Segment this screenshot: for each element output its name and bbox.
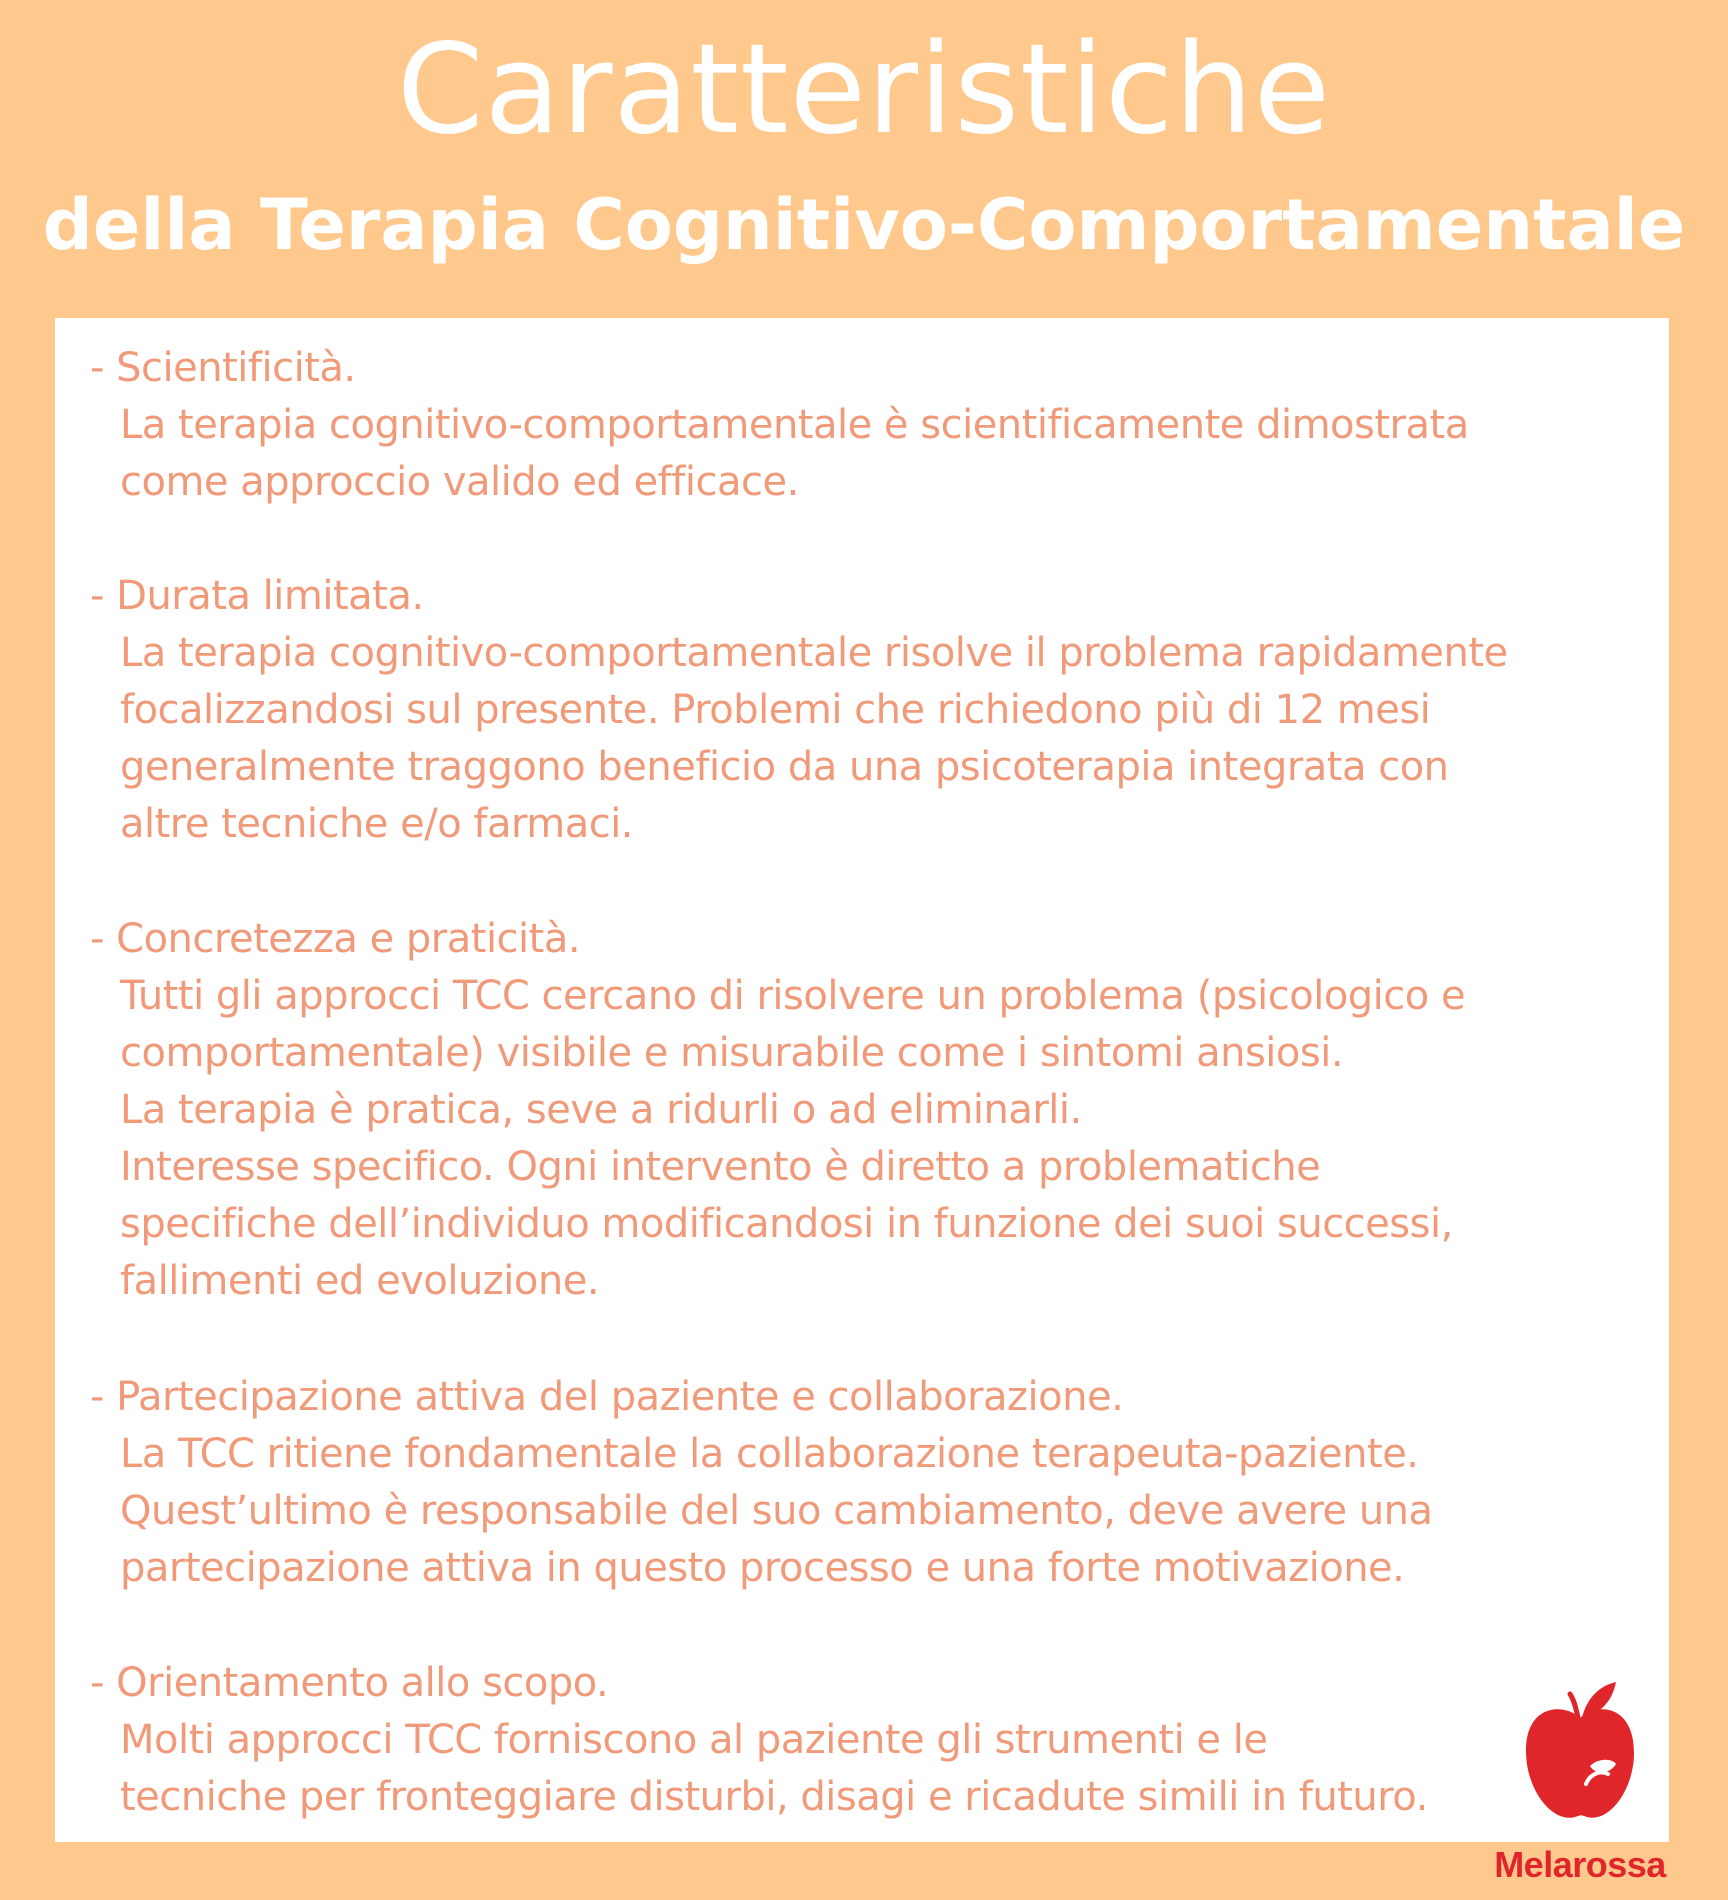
section-concretezza: [90, 911, 1630, 1310]
section-line: Molti approcci TCC forniscono al paziente gli strumenti e le: [120, 1717, 1268, 1763]
section-partecipazione: [90, 1369, 1630, 1597]
section-line: La terapia cognitivo-comportamentale risolve il problema rapidamente: [120, 630, 1508, 676]
section-heading: - Concretezza e praticità.: [90, 916, 581, 962]
section-line: fallimenti ed evoluzione.: [120, 1258, 600, 1304]
page-subtitle: della Terapia Cognitivo-Comportamentale: [42, 184, 1686, 266]
section-line: focalizzandosi sul presente. Problemi che richiedono più di 12 mesi: [120, 687, 1431, 733]
section-line: La TCC ritiene fondamentale la collaborazione terapeuta-paziente.: [120, 1431, 1419, 1477]
section-scientificita: [90, 340, 1630, 511]
section-heading: - Durata limitata.: [90, 573, 424, 619]
section-heading: - Scientificità.: [90, 345, 356, 391]
section-line: generalmente traggono beneficio da una psicoterapia integrata con: [120, 744, 1449, 790]
section-line: altre tecniche e/o farmaci.: [120, 801, 634, 847]
section-heading: - Partecipazione attiva del paziente e collaborazione.: [90, 1374, 1124, 1420]
section-line: tecniche per fronteggiare disturbi, disagi e ricadute simili in futuro.: [120, 1774, 1428, 1820]
section-line: Tutti gli approcci TCC cercano di risolvere un problema (psicologico e: [120, 973, 1466, 1019]
section-line: Quest’ultimo è responsabile del suo cambiamento, deve avere una: [120, 1488, 1433, 1534]
section-line: come approccio valido ed efficace.: [120, 459, 799, 505]
apple-logo-icon: [1520, 1678, 1640, 1828]
section-heading: - Orientamento allo scopo.: [90, 1660, 609, 1706]
page-title: Caratteristiche: [396, 18, 1332, 162]
section-line: La terapia è pratica, seve a ridurli o ad eliminarli.: [120, 1087, 1082, 1133]
section-durata-limitata: [90, 568, 1630, 853]
section-line: partecipazione attiva in questo processo e una forte motivazione.: [120, 1545, 1405, 1591]
brand-name: Melarossa: [1494, 1844, 1666, 1885]
content-card: [55, 318, 1669, 1842]
section-line: specifiche dell’individuo modificandosi in funzione dei suoi successi,: [120, 1201, 1453, 1247]
section-orientamento: [90, 1655, 1630, 1826]
section-line: comportamentale) visibile e misurabile come i sintomi ansiosi.: [120, 1030, 1344, 1076]
section-line: La terapia cognitivo-comportamentale è scientificamente dimostrata: [120, 402, 1469, 448]
melarossa-logo: [1480, 1678, 1680, 1888]
section-line: Interesse specifico. Ogni intervento è diretto a problematiche: [120, 1144, 1321, 1190]
